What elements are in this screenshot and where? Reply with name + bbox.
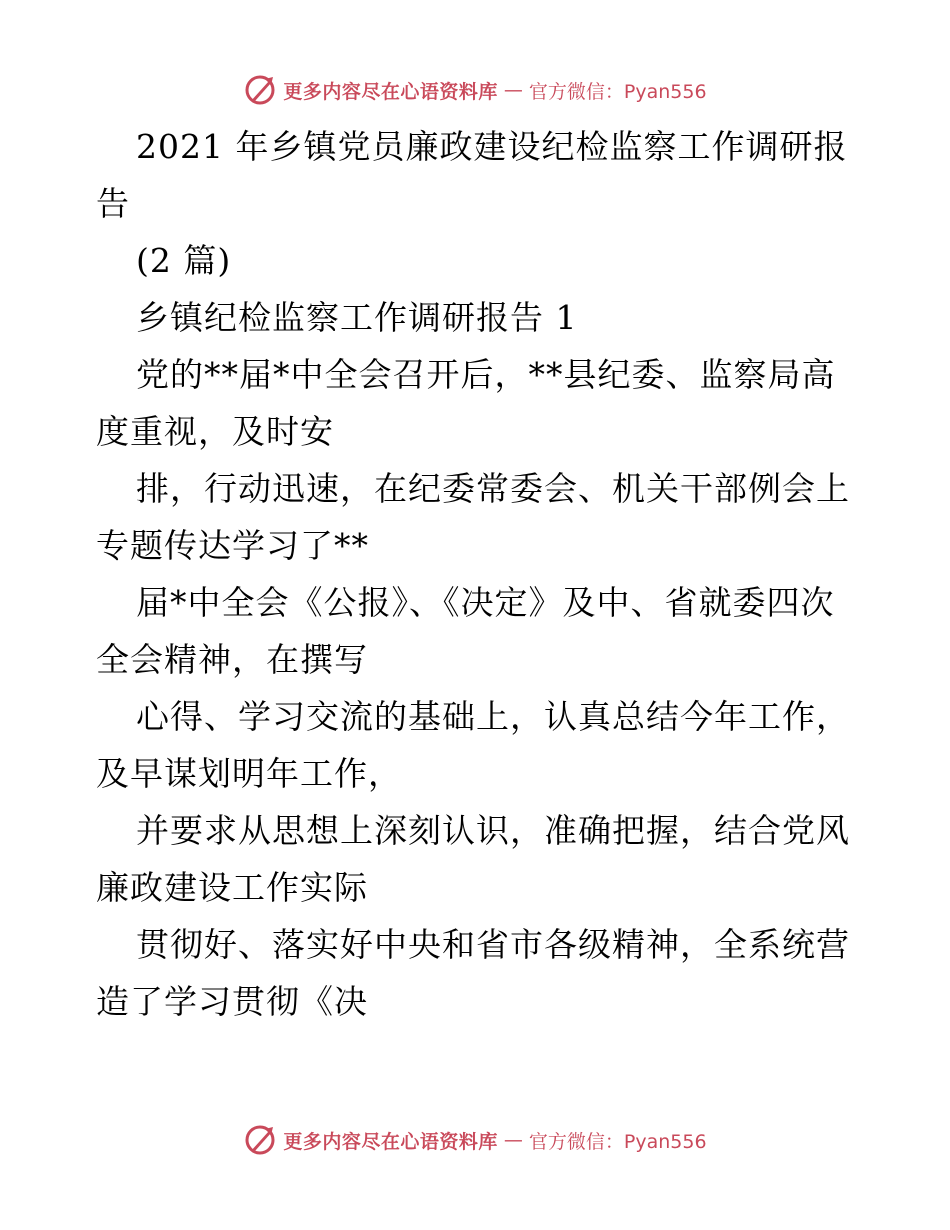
document-subtitle: (2 篇) bbox=[136, 241, 232, 280]
banner-separator: — bbox=[503, 1129, 523, 1151]
banner-separator: — bbox=[503, 79, 523, 101]
document-title: 2021 年乡镇党员廉政建设纪检监察工作调研报告 bbox=[96, 127, 848, 223]
banner-contact-text: 官方微信：Pyan556 bbox=[528, 80, 707, 103]
quill-pen-logo-icon bbox=[243, 73, 277, 107]
section-heading: 乡镇纪检监察工作调研报告 1 bbox=[136, 298, 578, 337]
footer-banner bbox=[0, 1120, 950, 1160]
body-paragraph: 心得、学习交流的基础上，认真总结今年工作，及早谋划明年工作， bbox=[96, 697, 850, 793]
banner-site-text: 更多内容尽在心语资料库 bbox=[283, 80, 498, 103]
body-paragraph: 党的**届*中全会召开后，**县纪委、监察局高度重视，及时安 bbox=[96, 355, 836, 451]
body-paragraph: 并要求从思想上深刻认识，准确把握，结合党风廉政建设工作实际 bbox=[96, 811, 850, 907]
banner-contact-text: 官方微信：Pyan556 bbox=[528, 1130, 707, 1153]
body-paragraph: 届*中全会《公报》、《决定》及中、省就委四次全会精神，在撰写 bbox=[96, 583, 835, 679]
header-banner bbox=[0, 70, 950, 110]
quill-pen-logo-icon bbox=[243, 1123, 277, 1157]
document-body bbox=[96, 118, 856, 1030]
banner-site-text: 更多内容尽在心语资料库 bbox=[283, 1130, 498, 1153]
body-paragraph: 贯彻好、落实好中央和省市各级精神，全系统营造了学习贯彻《决 bbox=[96, 925, 850, 1021]
body-paragraph: 排，行动迅速，在纪委常委会、机关干部例会上专题传达学习了** bbox=[96, 469, 850, 565]
